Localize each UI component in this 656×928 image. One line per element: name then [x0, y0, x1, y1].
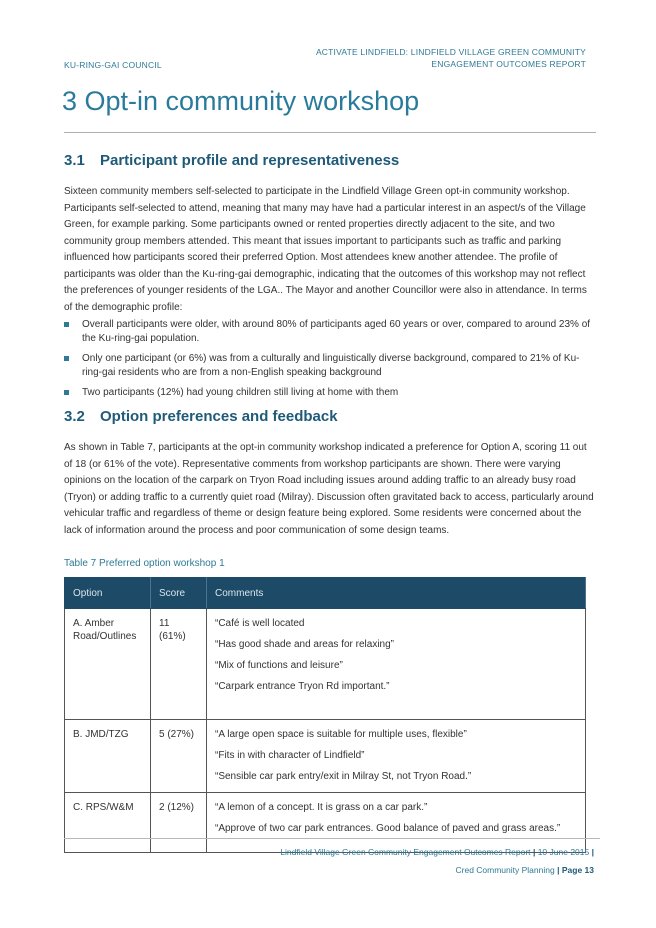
table-row: [65, 720, 586, 793]
bullet-square-icon: [64, 356, 69, 361]
comments-cell: [207, 720, 586, 793]
list-item: Only one participant (or 6%) was from a culturally and linguistically diverse background, compared to 21% of Ku-ring-gai residents who are from a non-English speaking background: [64, 352, 596, 380]
header-report-title-line2: ENGAGEMENT OUTCOMES REPORT: [431, 59, 586, 69]
page-number: Page 13: [561, 865, 594, 875]
footer-separator: |: [557, 865, 560, 875]
table-row: [65, 793, 586, 853]
option-cell: B. JMD/TZG: [65, 720, 151, 793]
header-report-title: [266, 46, 586, 70]
comment: “Mix of functions and leisure”: [215, 660, 343, 671]
column-header-comments: Comments: [207, 578, 586, 609]
comment: “Carpark entrance Tryon Rd important.”: [215, 681, 390, 692]
title-divider: [64, 132, 596, 133]
table-header-row: [65, 578, 586, 609]
score-cell: 5 (27%): [151, 720, 207, 793]
list-item: Overall participants were older, with around 80% of participants aged 60 years or over, compared to around 23% of the Ku-ring-gai population.: [64, 318, 596, 346]
bullet-square-icon: [64, 390, 69, 395]
footer-author: Cred Community Planning: [455, 865, 555, 875]
option-cell: A. Amber Road/Outlines: [65, 609, 151, 720]
section-title: Participant profile and representativeness: [100, 152, 400, 169]
footer-author-line: [456, 865, 595, 875]
footer-report-line: [280, 847, 594, 857]
score-cell: 2 (12%): [151, 793, 207, 853]
header-report-title-line1: ACTIVATE LINDFIELD: LINDFIELD VILLAGE GREEN COMMUNITY: [315, 47, 586, 57]
comment: “A lemon of a concept. It is grass on a car park.”: [215, 802, 428, 813]
comments-cell: [207, 793, 586, 853]
section-number: 3.2: [64, 408, 85, 425]
header-council-name: KU-RING-GAI COUNCIL: [64, 60, 162, 70]
table-row: [65, 609, 586, 720]
column-header-score: Score: [151, 578, 207, 609]
section-title: Option preferences and feedback: [100, 408, 338, 425]
comment: “A large open space is suitable for multiple uses, flexible”: [215, 729, 467, 740]
footer-separator: |: [591, 847, 594, 857]
section-heading-3-2: [64, 408, 338, 425]
footer-divider: [64, 838, 600, 839]
demographic-bullet-list: [64, 318, 596, 406]
footer-report-title: Lindfield Village Green Community Engagement Outcomes Report: [280, 847, 531, 857]
comment: “Sensible car park entry/exit in Milray St, not Tryon Road.”: [215, 771, 472, 782]
bullet-square-icon: [64, 322, 69, 327]
score-cell: 11 (61%): [151, 609, 207, 720]
section-3-1-paragraph: Sixteen community members self-selected to participate in the Lindfield Village Green opt-in community workshop. Participants self-selected to attend, meaning that many may have had a particular interest in an aspect/s of the Village Green, for example parking. Some participants owned or rented properties directly adjacent to the site, and two community group members attended. This meant that issues important to participants such as traffic and parking influenced how participants scored their preferred Option. Most attendees knew another attendee. The profile of participants was older than the Ku-ring-gai demographic, indicating that the outcomes of this workshop may not reflect the preferences of younger residents of the LGA.. The Mayor and another Councillor were also in attendance. In terms of the demographic profile:: [64, 186, 587, 313]
chapter-title: 3 Opt-in community workshop: [62, 86, 420, 116]
footer-separator: |: [532, 847, 536, 857]
comment: “Approve of two car park entrances. Good balance of paved and grass areas.”: [215, 823, 561, 834]
option-cell: C. RPS/W&M: [65, 793, 151, 853]
table-caption: Table 7 Preferred option workshop 1: [64, 558, 225, 569]
comment: “Café is well located: [215, 618, 305, 629]
section-3-2-paragraph: As shown in Table 7, participants at the opt-in community workshop indicated a preference for Option A, scoring 11 out of 18 (or 61% of the vote). Representative comments from workshop participants are shown. There were varying opinions on the location of the carpark on Tryon Road including issues around adding traffic to an already busy road (Tryon) or adding traffic to a currently quiet road (Milray). Discussion often gravitated back to access, particularly around vehicular traffic and regardless of theme or design feature being explored. Some residents were concerned about the lack of information around the process and poor communication of some design teams.: [64, 442, 594, 536]
comment: “Has good shade and areas for relaxing”: [215, 639, 394, 650]
comment: “Fits in with character of Lindfield”: [215, 750, 365, 761]
footer-date: 10 June 2015: [537, 847, 590, 857]
list-item: Two participants (12%) had young children still living at home with them: [64, 386, 596, 400]
comments-cell: [207, 609, 586, 720]
section-heading-3-1: [64, 152, 399, 169]
column-header-option: Option: [65, 578, 151, 609]
section-number: 3.1: [64, 152, 85, 169]
preferred-option-table: [64, 577, 586, 853]
